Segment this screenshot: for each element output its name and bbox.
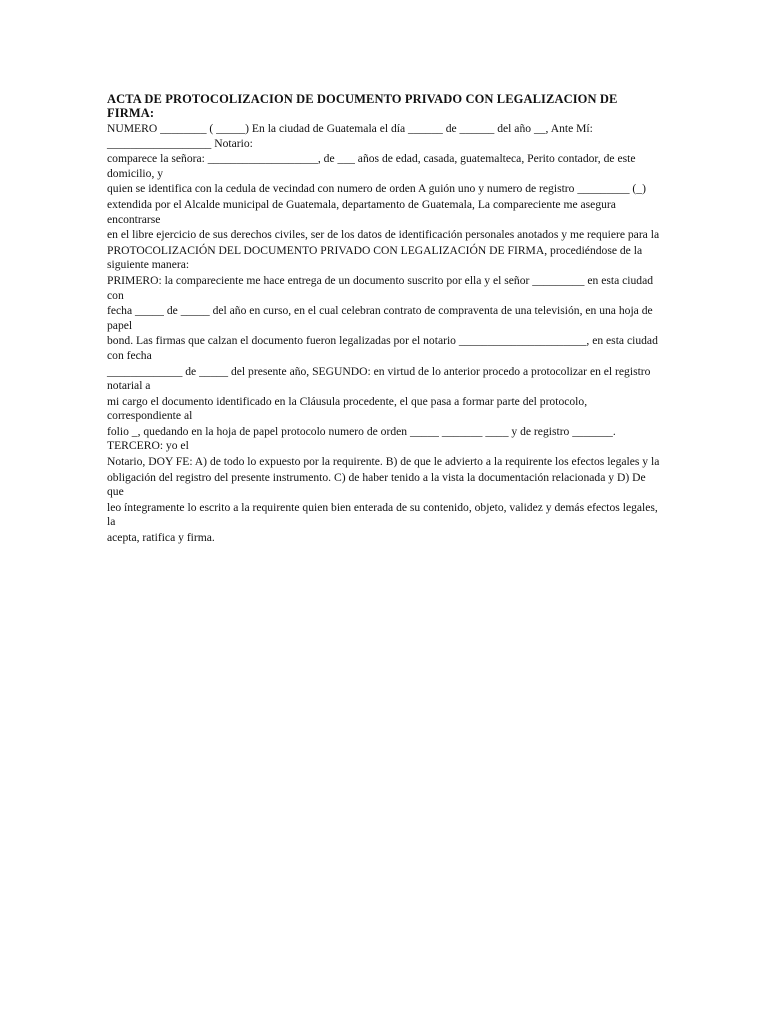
paragraph: extendida por el Alcalde municipal de Guatemala, departamento de Guatemala, La compareciente me asegura encontrarse xyxy=(107,197,616,226)
paragraph: en el libre ejercicio de sus derechos civiles, ser de los datos de identificación personales anotados y me requiere para la xyxy=(107,228,660,242)
paragraph: bond. Las firmas que calzan el documento fueron legalizadas por el notario ______________________, en esta ciudad con fecha xyxy=(107,334,658,362)
paragraph: acepta, ratifica y firma. xyxy=(107,531,215,545)
paragraph: mi cargo el documento identificado en la Cláusula procedente, el que pasa a formar parte del protocolo, correspondiente al xyxy=(107,394,588,423)
document-title: ACTA DE PROTOCOLIZACION DE DOCUMENTO PRIVADO CON LEGALIZACION DE FIRMA: xyxy=(107,92,618,120)
paragraph: PROTOCOLIZACIÓN DEL DOCUMENTO PRIVADO CON LEGALIZACIÓN DE FIRMA, procediéndose de la siguiente manera: xyxy=(107,243,643,272)
paragraph: fecha _____ de _____ del año en curso, en el cual celebran contrato de compraventa de una televisión, en una hoja de papel xyxy=(107,304,653,332)
paragraph: quien se identifica con la cedula de vecindad con numero de orden A guión uno y numero de registro _________ (_) xyxy=(107,182,646,196)
paragraph: Notario, DOY FE: A) de todo lo expuesto por la requirente. B) de que le advierto a la requirente los efectos legales y la xyxy=(107,455,660,469)
paragraph: obligación del registro del presente instrumento. C) de haber tenido a la vista la documentación relacionada y D) De que xyxy=(107,470,646,499)
document-page xyxy=(107,92,662,547)
paragraph: leo íntegramente lo escrito a la requirente quien bien enterada de su contenido, objeto, validez y demás efectos legales, la xyxy=(107,500,658,529)
document-body xyxy=(107,122,662,546)
paragraph: comparece la señora: ___________________, de ___ años de edad, casada, guatemalteca, Perito contador, de este domicilio, y xyxy=(107,152,636,180)
paragraph: PRIMERO: la compareciente me hace entrega de un documento suscrito por ella y el señor _________ en esta ciudad con xyxy=(107,273,654,302)
paragraph: NUMERO ________ ( _____) En la ciudad de Guatemala el día ______ de ______ del año __, Ante Mí: __________________ Notario: xyxy=(107,122,593,150)
paragraph: _____________ de _____ del presente año, SEGUNDO: en virtud de lo anterior procedo a protocolizar en el registro notarial a xyxy=(107,364,651,393)
paragraph: folio _, quedando en la hoja de papel protocolo numero de orden _____ _______ ____ y de registro _______. TERCERO: yo el xyxy=(107,424,616,453)
